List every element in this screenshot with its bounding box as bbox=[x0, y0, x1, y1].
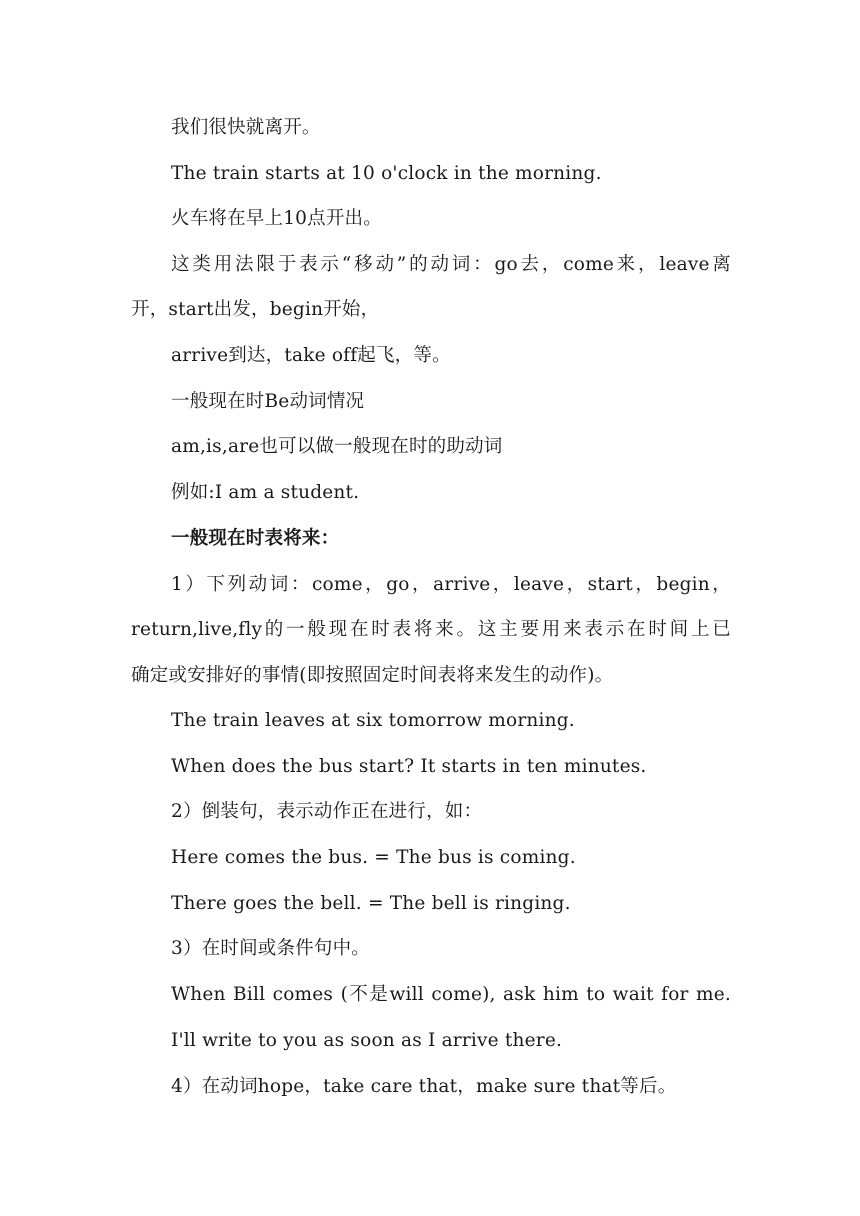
paragraph-line: 2）倒装句，表示动作正在进行，如： bbox=[171, 801, 483, 822]
paragraph-line: 这类用法限于表示“移动”的动词：go去，come来，leave离 bbox=[171, 254, 731, 275]
section-heading: 一般现在时表将来： bbox=[171, 528, 340, 549]
paragraph-line: When Bill comes (不是will come), ask him to wait for me. bbox=[171, 984, 731, 1005]
paragraph-line: 例如:I am a student. bbox=[171, 482, 360, 503]
paragraph-line: am,is,are也可以做一般现在时的助动词 bbox=[171, 436, 503, 457]
paragraph-line: The train starts at 10 o'clock in the morning. bbox=[171, 163, 602, 184]
paragraph-line: 3）在时间或条件句中。 bbox=[171, 938, 370, 959]
paragraph-line: arrive到达，take off起飞，等。 bbox=[171, 345, 451, 366]
paragraph-line: I'll write to you as soon as I arrive there. bbox=[171, 1030, 563, 1051]
paragraph-line: 4）在动词hope，take care that，make sure that等后。 bbox=[171, 1076, 677, 1097]
paragraph-line: 确定或安排好的事情(即按照固定时间表将来发生的动作)。 bbox=[131, 665, 614, 686]
paragraph-line: return,live,fly的一般现在时表将来。这主要用来表示在时间上已 bbox=[131, 619, 731, 640]
paragraph-line: 开，start出发，begin开始， bbox=[131, 299, 380, 320]
paragraph-line: 我们很快就离开。 bbox=[171, 117, 321, 138]
paragraph-line: The train leaves at six tomorrow morning. bbox=[171, 710, 575, 731]
paragraph-line: There goes the bell. = The bell is ringing. bbox=[171, 893, 571, 914]
paragraph-line: Here comes the bus. = The bus is coming. bbox=[171, 847, 576, 868]
paragraph-line: When does the bus start? It starts in ten minutes. bbox=[171, 756, 647, 777]
paragraph-line: 一般现在时Be动词情况 bbox=[171, 391, 365, 412]
paragraph-line: 1）下列动词：come，go，arrive，leave，start，begin， bbox=[171, 574, 731, 595]
paragraph-line: 火车将在早上10点开出。 bbox=[171, 208, 382, 229]
